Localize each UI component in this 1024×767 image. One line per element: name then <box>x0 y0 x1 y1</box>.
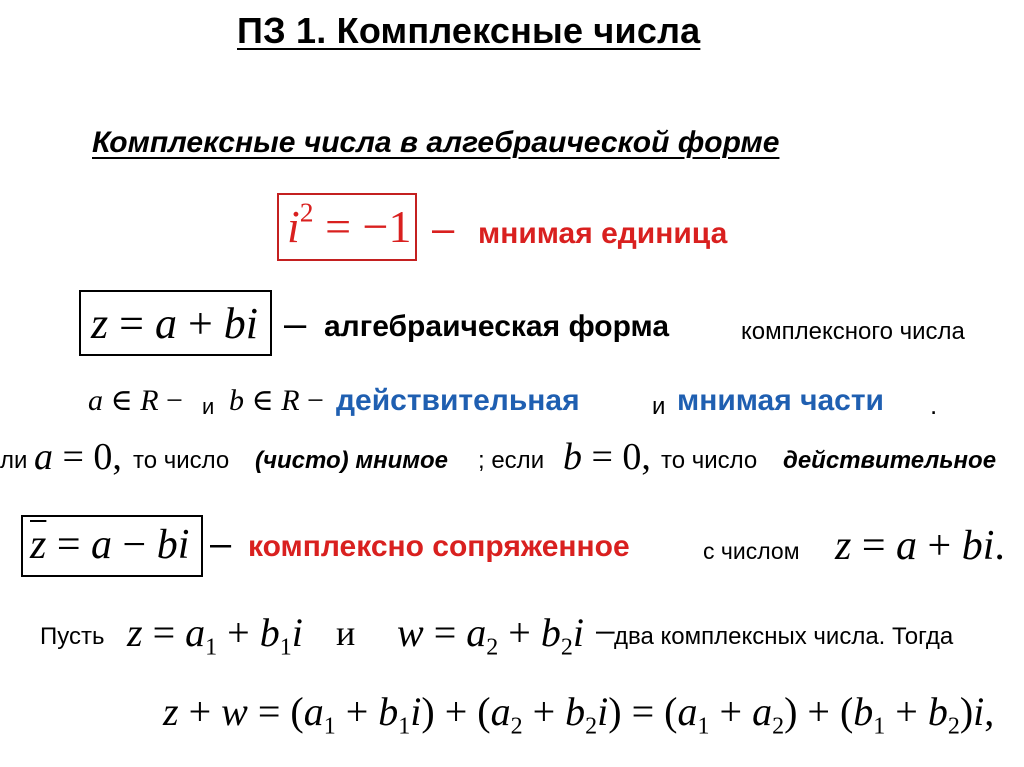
conjugate-label: комплексно сопряженное <box>248 530 630 563</box>
cases-a-zero: a = 0, <box>34 436 122 478</box>
parts-and-1: и <box>202 394 215 419</box>
let-word: Пусть <box>40 623 105 650</box>
pure-imaginary-label: (чисто) мнимое <box>255 447 449 474</box>
parts-period: . <box>930 390 938 420</box>
real-part-formula: a ∈ R − <box>88 384 183 417</box>
imaginary-unit-dash: – <box>432 207 455 251</box>
cases-text-3: то число <box>661 447 758 474</box>
cases-lead: ли <box>0 447 28 474</box>
imaginary-unit-formula: $i^2 = -1$ <box>287 196 412 252</box>
let-and: и <box>336 613 356 653</box>
imag-part-label: мнимая части <box>677 384 884 417</box>
section-subtitle: Комплексные числа в алгебраической форме <box>92 126 780 159</box>
real-number-label: действительное <box>783 447 997 474</box>
cases-text-1: то число <box>133 447 230 474</box>
cases-b-zero: b = 0, <box>563 436 651 478</box>
imaginary-unit-label: мнимая единица <box>478 217 728 250</box>
conjugate-with-number: с числом <box>703 538 800 564</box>
algebraic-form-label-rest: комплексного числа <box>741 318 965 345</box>
conjugate-formula: $\overline{z} = a$ − bi <box>30 522 190 568</box>
imag-part-formula: b ∈ R − <box>229 384 324 417</box>
let-z-formula: $z = a_1 + b_1i$ <box>127 610 303 661</box>
let-text: два комплексных числа. Тогда <box>614 623 954 650</box>
real-part-label: действительная <box>336 384 580 417</box>
algebraic-form-dash: – <box>284 302 307 346</box>
conjugate-z-formula: z = a + bi. <box>835 523 1005 569</box>
cases-text-2: ; если <box>478 447 545 474</box>
algebraic-form-formula: z = a + bi <box>91 299 259 348</box>
algebraic-form-label: алгебраическая форма <box>324 310 670 343</box>
parts-and-2: и <box>652 393 666 420</box>
sum-formula: $z + w = (a_1 + b_1i) + (a_2 + b_2i) = (a_1 + a_2) + (b_1 + b_2)i$, <box>163 689 995 740</box>
let-w-formula: $w = a_2 + b_2i$ − <box>397 610 617 661</box>
page-title: ПЗ 1. Комплексные числа <box>237 10 701 51</box>
conjugate-dash: – <box>210 523 232 565</box>
